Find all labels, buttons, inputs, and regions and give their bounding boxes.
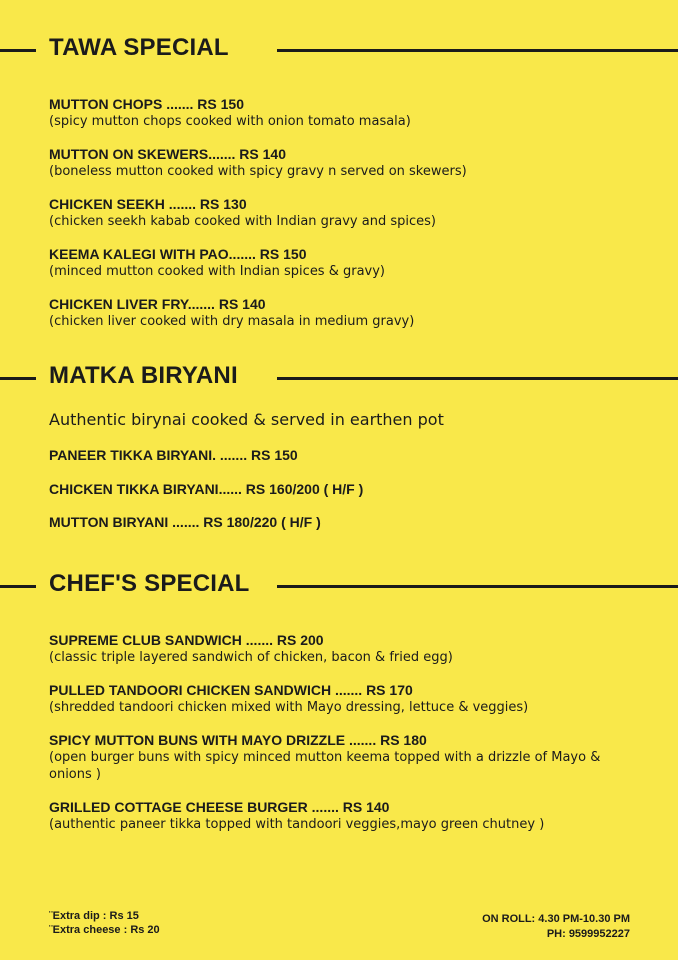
item-name: CHICKEN LIVER FRY....... RS 140 [49, 296, 266, 312]
header-rule-right [277, 585, 678, 588]
section-title: TAWA SPECIAL [49, 34, 229, 61]
section-title: CHEF'S SPECIAL [49, 570, 250, 597]
item-name: MUTTON CHOPS ....... RS 150 [49, 96, 245, 112]
section-tagline: Authentic birynai cooked & served in earthen pot [49, 410, 444, 429]
item-description: (chicken liver cooked with dry masala in medium gravy) [49, 314, 415, 329]
header-rule-right [277, 377, 678, 380]
menu-item-supreme-club-sandwich [49, 632, 649, 666]
extra-dip-price: ¨Extra dip : Rs 15 [49, 910, 139, 922]
menu-item-chicken-liver-fry [49, 296, 649, 330]
service-timing: ON ROLL: 4.30 PM-10.30 PM [482, 913, 630, 925]
item-description: (spicy mutton chops cooked with onion tomato masala) [49, 114, 411, 129]
header-rule-left [0, 377, 36, 380]
extras-note [49, 909, 160, 937]
menu-item-pulled-tandoori-chicken-sandwich [49, 682, 649, 716]
item-description: (classic triple layered sandwich of chicken, bacon & fried egg) [49, 650, 453, 665]
item-description: (minced mutton cooked with Indian spices & gravy) [49, 264, 386, 279]
item-name: CHICKEN SEEKH ....... RS 130 [49, 196, 247, 212]
extra-cheese-price: ¨Extra cheese : Rs 20 [49, 924, 160, 936]
header-rule-right [277, 49, 678, 52]
section-header-chefs-special [0, 566, 678, 606]
menu-item-grilled-cottage-cheese-burger [49, 799, 649, 833]
header-rule-left [0, 585, 36, 588]
menu-item-keema-kalegi [49, 246, 649, 280]
item-name: KEEMA KALEGI WITH PAO....... RS 150 [49, 246, 307, 262]
section-header-matka-biryani [0, 358, 678, 398]
section-title: MATKA BIRYANI [49, 362, 238, 389]
menu-item-chicken-tikka-biryani: CHICKEN TIKKA BIRYANI...... RS 160/200 ( H/F ) [49, 481, 364, 497]
menu-item-mutton-on-skewers [49, 146, 649, 180]
menu-item-chicken-seekh [49, 196, 649, 230]
item-description: (chicken seekh kabab cooked with Indian gravy and spices) [49, 214, 436, 229]
item-name: GRILLED COTTAGE CHEESE BURGER ....... RS 140 [49, 799, 390, 815]
item-description: (shredded tandoori chicken mixed with Mayo dressing, lettuce & veggies) [49, 700, 529, 715]
section-header-tawa-special [0, 30, 678, 70]
item-description: (open burger buns with spicy minced mutton keema topped with a drizzle of Mayo & onions ) [49, 750, 601, 782]
phone-number: PH: 9599952227 [546, 928, 630, 940]
contact-info [482, 912, 630, 942]
menu-item-paneer-tikka-biryani: PANEER TIKKA BIRYANI. ....... RS 150 [49, 447, 298, 463]
item-name: PULLED TANDOORI CHICKEN SANDWICH ....... RS 170 [49, 682, 413, 698]
item-name: MUTTON ON SKEWERS....... RS 140 [49, 146, 287, 162]
menu-item-mutton-chops [49, 96, 649, 130]
item-description: (boneless mutton cooked with spicy gravy n served on skewers) [49, 164, 467, 179]
header-rule-left [0, 49, 36, 52]
menu-item-mutton-biryani: MUTTON BIRYANI ....... RS 180/220 ( H/F ) [49, 514, 321, 530]
item-description: (authentic paneer tikka topped with tandoori veggies,mayo green chutney ) [49, 817, 545, 832]
item-name: SPICY MUTTON BUNS WITH MAYO DRIZZLE ....... RS 180 [49, 732, 427, 748]
item-name: SUPREME CLUB SANDWICH ....... RS 200 [49, 632, 324, 648]
menu-item-spicy-mutton-buns [49, 732, 649, 783]
